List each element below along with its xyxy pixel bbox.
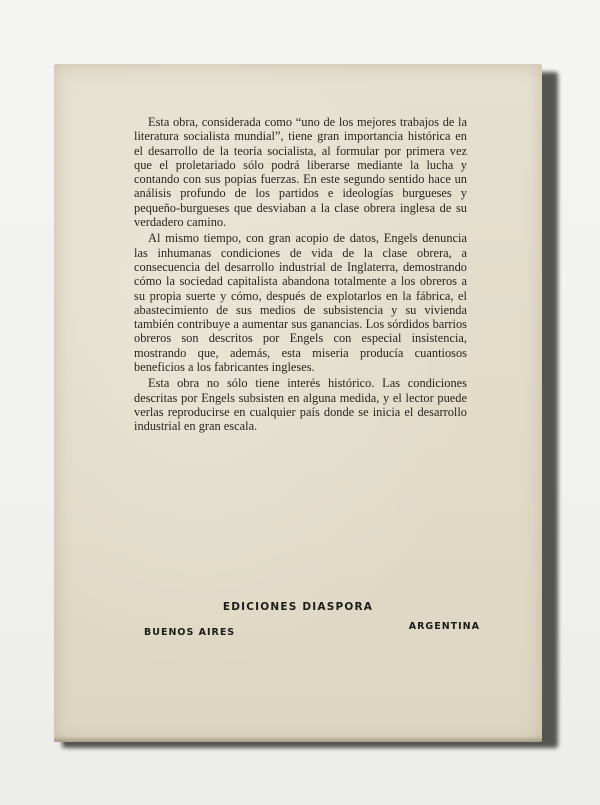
blurb-paragraph-3: Esta obra no sólo tiene interés histórico. Las condiciones descritas por Engels subsisten en alguna medida, y el lector puede verlas reproducirse en cualquier país donde se inicia el desarrollo industrial en gran escala.: [134, 376, 467, 434]
blurb-paragraph-2: Al mismo tiempo, con gran acopio de datos, Engels denuncia las inhumanas condiciones de vida de la clase obrera, a consecuencia del desarrollo industrial de Inglaterra, demostrando cómo la sociedad capitalista abandona totalmente a los obreros a su propia suerte y cómo, después de explotarlos en la fábrica, el abastecimiento de sus medios de subsistencia y su vivienda también contribuye a aumentar sus ganancias. Los sórdidos barrios obreros son descritos por Engels con especial insistencia, mostrando que, además, esta miseria producía cuantiosos beneficios a los fabricantes ingleses.: [134, 231, 467, 375]
back-cover-blurb: [134, 115, 467, 436]
blurb-paragraph-1: Esta obra, considerada como “uno de los mejores trabajos de la literatura socialista mundial”, tiene gran importancia histórica en el desarrollo de la teoría socialista, al formular por primera vez que el proletariado sólo podrá liberarse mediante la lucha y contando con sus popias fuerzas. En este segundo sentido hace un análisis profundo de los partidos e ideologías burgueses y pequeño-burgueses que desviaban a la clase obrera inglesa de su verdadero camino.: [134, 115, 467, 230]
cover-bottom-edge: [54, 736, 542, 742]
publisher-name: EDICIONES DIASPORA: [222, 601, 374, 613]
publisher-city: BUENOS AIRES: [144, 627, 236, 638]
publisher-country: ARGENTINA: [408, 621, 480, 632]
book-back-cover: [54, 64, 542, 742]
